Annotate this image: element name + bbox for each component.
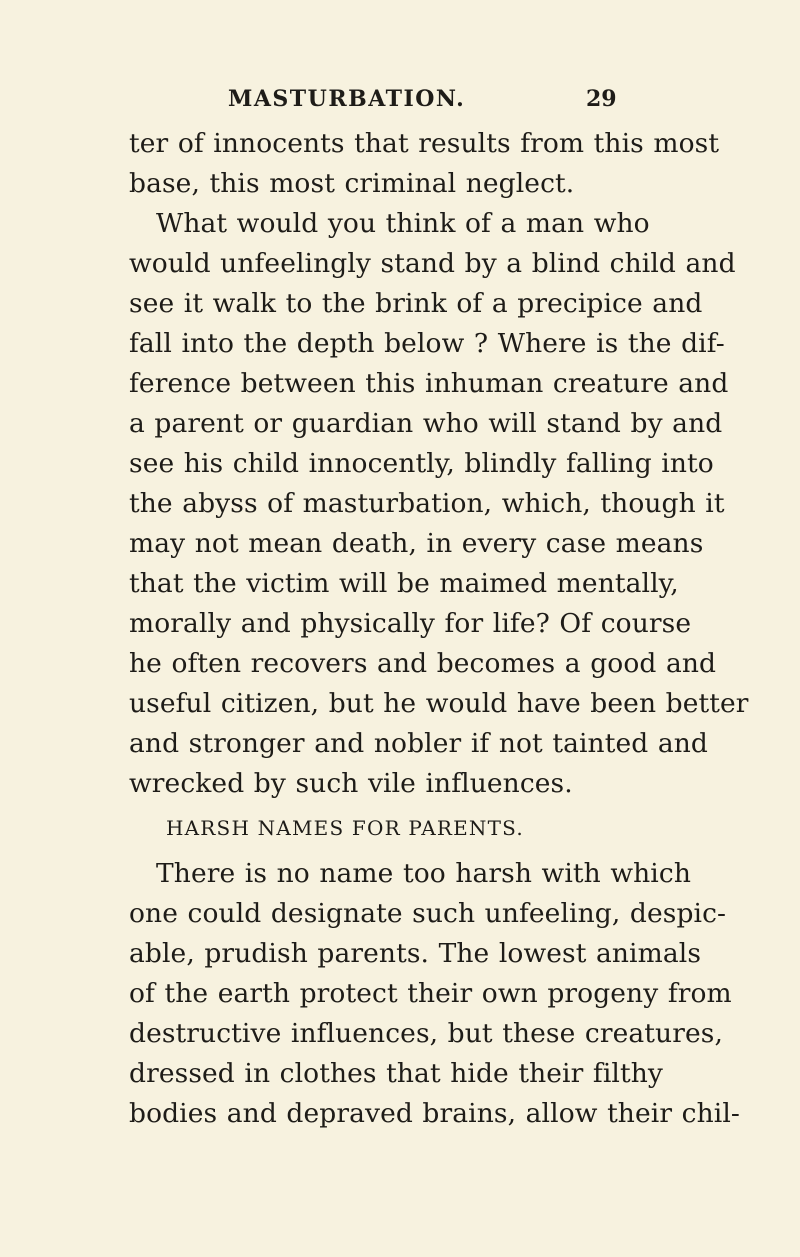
line-text: would unfeelingly stand by a blind child and (129, 248, 736, 279)
text-line (0, 128, 800, 168)
text-line (0, 898, 800, 938)
line-text: may not mean death, in every case means (129, 528, 704, 559)
text-line (0, 248, 800, 288)
line-text: morally and physically for life? Of course (129, 608, 692, 639)
line-text: of the earth protect their own progeny from (129, 978, 732, 1009)
page-number: 29 (586, 86, 617, 112)
text-line (0, 858, 800, 898)
line-text: What would you think of a man who (156, 208, 650, 239)
line-text: bodies and depraved brains, allow their chil- (129, 1098, 740, 1129)
line-text: and stronger and nobler if not tainted and (129, 728, 708, 759)
line-text: wrecked by such vile influences. (129, 768, 573, 799)
line-text: he often recovers and becomes a good and (129, 648, 717, 679)
text-line (0, 978, 800, 1018)
text-line (0, 768, 800, 808)
text-line (0, 488, 800, 528)
text-line (0, 328, 800, 368)
line-text: ference between this inhuman creature and (129, 368, 729, 399)
text-line (0, 168, 800, 208)
line-text: see it walk to the brink of a precipice and (129, 288, 703, 319)
text-line (0, 568, 800, 608)
line-text: that the victim will be maimed mentally, (129, 568, 679, 599)
text-line (0, 1058, 800, 1098)
line-text: one could designate such unfeeling, despic- (129, 898, 727, 929)
text-line (0, 288, 800, 328)
line-text: see his child innocently, blindly falling into (129, 448, 714, 479)
section-heading: HARSH NAMES FOR PARENTS. (166, 816, 524, 840)
line-text: useful citizen, but he would have been better (129, 688, 749, 719)
text-line (0, 728, 800, 768)
text-line (0, 1018, 800, 1058)
text-line (0, 368, 800, 408)
line-text: the abyss of masturbation, which, though it (129, 488, 725, 519)
line-text: ter of innocents that results from this most (129, 128, 720, 159)
line-text: destructive influences, but these creatures, (129, 1018, 723, 1049)
running-head (0, 86, 800, 116)
text-line (0, 1098, 800, 1138)
text-line (0, 688, 800, 728)
text-line (0, 648, 800, 688)
line-text: fall into the depth below ? Where is the dif- (129, 328, 725, 359)
text-line (0, 608, 800, 648)
line-text: able, prudish parents. The lowest animals (129, 938, 702, 969)
text-line (0, 938, 800, 978)
text-line (0, 208, 800, 248)
running-title: MASTURBATION. (228, 86, 466, 112)
line-text: a parent or guardian who will stand by and (129, 408, 723, 439)
text-line (0, 408, 800, 448)
line-text: There is no name too harsh with which (156, 858, 691, 889)
line-text: dressed in clothes that hide their filthy (129, 1058, 663, 1089)
text-line (0, 448, 800, 488)
text-line (0, 528, 800, 568)
line-text: base, this most criminal neglect. (129, 168, 575, 199)
